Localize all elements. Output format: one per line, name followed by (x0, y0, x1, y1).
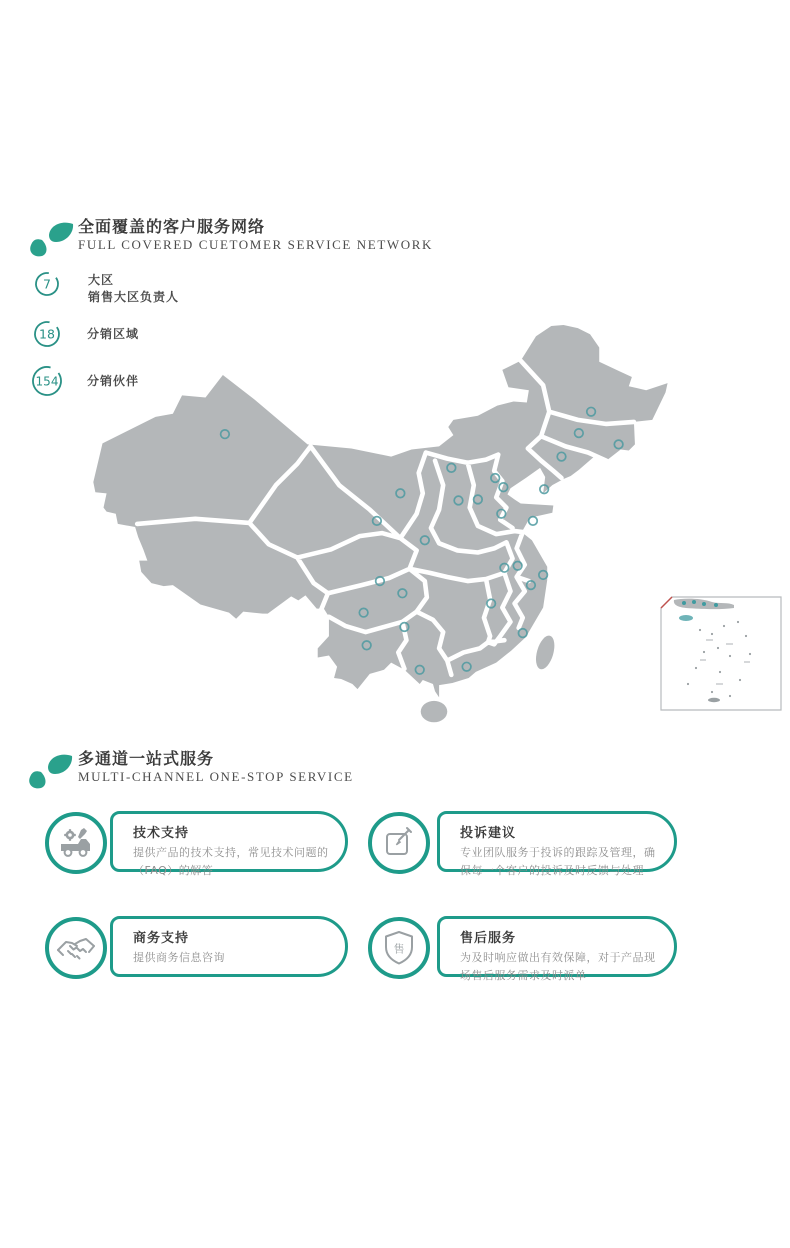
business-support-title: 商务支持 (133, 931, 190, 946)
business-support-card-icon-circle (45, 917, 107, 979)
leaf-logo-icon (26, 751, 74, 791)
stat-districts-label: 分销区域 (87, 327, 140, 341)
tech-support-card-icon-circle (45, 812, 107, 874)
stat-regions-label: 大区 (88, 273, 115, 287)
south-china-sea-inset (660, 596, 782, 712)
handshake-icon (56, 929, 96, 967)
section2-title-en: MULTI-CHANNEL ONE-STOP SERVICE (78, 769, 354, 784)
complaint-card-icon-circle (368, 812, 430, 874)
complaint-body: 专业团队服务于投诉的跟踪及管理，确保每一个客户的投诉及时反馈与处理 (460, 846, 656, 877)
stat-partners-label: 分销伙伴 (87, 374, 140, 388)
business-support-body: 提供商务信息咨询 (133, 951, 225, 964)
stat-districts-value: 18 (39, 326, 55, 342)
tech-support-body: 提供产品的技术支持，常见技术问题的（FAQ）的解答 (133, 846, 329, 877)
tech-support-title: 技术支持 (133, 826, 190, 841)
stat-regions-ring (34, 271, 60, 301)
after-sales-body: 为及时响应做出有效保障，对于产品现场售后服务需求及时派单 (460, 951, 656, 982)
stat-regions-value: 7 (43, 276, 51, 292)
stat-partners-value: 154 (35, 374, 59, 389)
section1-title-zh: 全面覆盖的客户服务网络 (78, 217, 266, 236)
edit-pencil-icon (380, 824, 418, 862)
service-truck-icon (57, 824, 95, 862)
map-marker (529, 517, 538, 526)
shield-character: 售 (393, 942, 405, 956)
complaint-card (437, 811, 677, 877)
stat-partners-ring (31, 365, 63, 401)
after-sales-shield-icon (380, 929, 418, 967)
section2-title-zh: 多通道一站式服务 (78, 749, 215, 768)
stat-regions-sublabel: 销售大区负责人 (88, 290, 180, 304)
china-mainland-shape (93, 325, 667, 697)
complaint-title: 投诉建议 (460, 826, 517, 841)
after-sales-title: 售后服务 (460, 931, 517, 946)
business-support-card (110, 916, 348, 977)
stat-districts-ring (33, 320, 61, 352)
section1-title-en: FULL COVERED CUETOMER SERVICE NETWORK (78, 237, 433, 252)
after-sales-card-icon-circle (368, 917, 430, 979)
leaf-logo-icon (27, 219, 75, 259)
taiwan-island-shape (533, 634, 558, 672)
hainan-island-shape (421, 701, 448, 722)
china-map (88, 324, 678, 732)
after-sales-card (437, 916, 677, 982)
tech-support-card (110, 811, 348, 877)
